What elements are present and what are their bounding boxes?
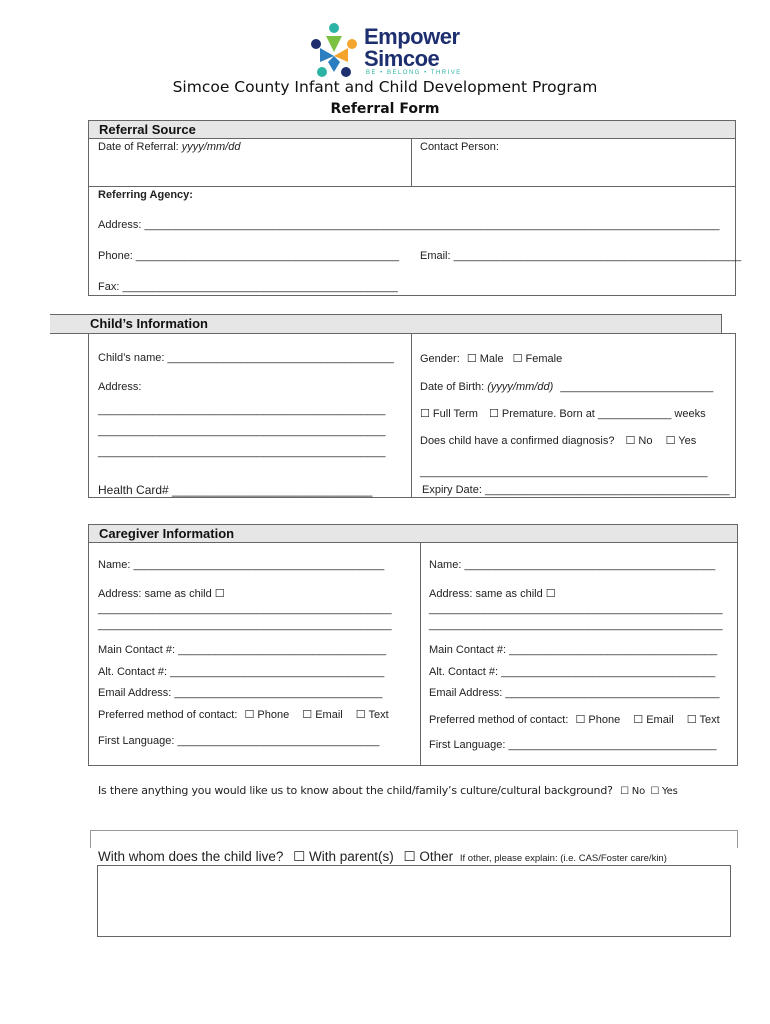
divider <box>420 542 421 766</box>
male-checkbox[interactable]: ☐ Male <box>466 353 504 365</box>
with-parents-checkbox[interactable]: ☐ With parent(s) <box>293 849 394 864</box>
text-checkbox[interactable]: ☐ Text <box>355 709 389 721</box>
page-subtitle: Referral Form <box>330 101 440 117</box>
gender-label: Gender: <box>420 353 460 365</box>
logo-mark-icon <box>308 22 360 80</box>
referral-source-box <box>88 138 736 296</box>
referring-agency-field[interactable]: Referring Agency: <box>98 189 193 201</box>
dob-field[interactable] <box>420 381 713 393</box>
date-of-referral-field[interactable] <box>98 141 240 153</box>
diagnosis-line[interactable]: _______________________________________________ <box>420 466 708 478</box>
phone-checkbox[interactable]: ☐ Phone <box>575 714 621 726</box>
living-question-label: With whom does the child live? <box>98 849 284 864</box>
divider <box>90 830 91 848</box>
gender-field[interactable] <box>420 352 562 365</box>
premature-checkbox[interactable]: ☐ Premature. Born at ____________ weeks <box>489 408 706 420</box>
date-of-referral-label: Date of Referral: <box>98 141 179 153</box>
caregiver2-main-contact-field[interactable]: Main Contact #: __________________________________ <box>429 644 718 656</box>
referral-email-field[interactable]: Email: _______________________________________________ <box>420 250 742 262</box>
logo-line2: Simcoe <box>364 46 440 71</box>
page-title: Simcoe County Infant and Child Development Program <box>172 78 598 96</box>
expiry-date-field[interactable]: Expiry Date: ________________________________________ <box>422 484 730 496</box>
diagnosis-yes-checkbox[interactable]: ☐ Yes <box>665 435 697 447</box>
dob-label: Date of Birth: <box>420 381 485 393</box>
caregiver2-language-field[interactable]: First Language: __________________________________ <box>429 739 717 751</box>
child-info-header <box>50 314 722 334</box>
culture-question-label: Is there anything you would like us to know about the child/family’s culture/cultural background? <box>98 784 613 797</box>
caregiver1-address-line-1[interactable]: ________________________________________________ <box>98 603 392 615</box>
contact-person-field[interactable]: Contact Person: <box>420 141 499 153</box>
date-format: yyyy/mm/dd <box>181 141 241 153</box>
living-explain-textarea[interactable] <box>97 865 731 937</box>
logo-tagline: BE • BELONG • THRIVE <box>366 70 462 76</box>
logo <box>308 22 468 80</box>
diagnosis-label: Does child have a confirmed diagnosis? <box>420 435 615 447</box>
divider <box>88 186 736 187</box>
child-address-line-3[interactable]: _______________________________________________ <box>98 446 386 458</box>
child-address-label: Address: <box>98 381 142 393</box>
caregiver-info-heading: Caregiver Information <box>99 526 235 541</box>
preferred-contact-label: Preferred method of contact: <box>429 714 569 726</box>
child-address-line-2[interactable]: _______________________________________________ <box>98 425 386 437</box>
caregiver2-alt-contact-field[interactable]: Alt. Contact #: ___________________________________ <box>429 666 716 678</box>
caregiver2-address-field[interactable]: Address: same as child ☐ <box>429 588 556 600</box>
caregiver2-preferred-contact[interactable] <box>429 713 720 726</box>
caregiver1-main-contact-field[interactable]: Main Contact #: __________________________________ <box>98 644 387 656</box>
logo-line1: Empower <box>364 24 460 49</box>
caregiver2-address-line-2[interactable]: ________________________________________________ <box>429 619 723 631</box>
referral-source-heading: Referral Source <box>99 122 196 137</box>
divider <box>737 830 738 848</box>
caregiver1-name-field[interactable]: Name: _________________________________________ <box>98 559 385 571</box>
dob-line: _________________________ <box>560 381 714 393</box>
health-card-field[interactable]: Health Card# ______________________________ <box>98 483 373 497</box>
referral-address-field[interactable]: Address: ______________________________________________________________________________________________ <box>98 219 720 231</box>
divider <box>90 830 738 831</box>
referral-phone-field[interactable]: Phone: ___________________________________________ <box>98 250 399 262</box>
culture-question[interactable] <box>98 784 678 797</box>
caregiver1-address-field[interactable]: Address: same as child ☐ <box>98 588 225 600</box>
email-checkbox[interactable]: ☐ Email <box>633 714 674 726</box>
divider <box>411 138 412 186</box>
dob-format: (yyyy/mm/dd) <box>487 381 554 393</box>
term-field[interactable] <box>420 407 706 420</box>
caregiver1-alt-contact-field[interactable]: Alt. Contact #: ___________________________________ <box>98 666 385 678</box>
diagnosis-no-checkbox[interactable]: ☐ No <box>625 435 653 447</box>
other-explain-label: If other, please explain: (i.e. CAS/Foster care/kin) <box>459 853 667 864</box>
living-question[interactable] <box>98 849 667 865</box>
child-info-heading: Child’s Information <box>90 316 208 331</box>
referral-source-header <box>88 120 736 139</box>
other-checkbox[interactable]: ☐ Other <box>403 849 454 864</box>
child-name-field[interactable]: Child’s name: _____________________________________ <box>98 352 394 364</box>
preferred-contact-label: Preferred method of contact: <box>98 709 238 721</box>
phone-checkbox[interactable]: ☐ Phone <box>244 709 290 721</box>
referral-fax-field[interactable]: Fax: _____________________________________________ <box>98 281 398 293</box>
culture-yes-checkbox[interactable]: ☐ Yes <box>650 786 678 797</box>
caregiver-info-header <box>88 524 738 543</box>
female-checkbox[interactable]: ☐ Female <box>512 353 563 365</box>
culture-no-checkbox[interactable]: ☐ No <box>620 786 646 797</box>
divider <box>411 333 412 498</box>
caregiver2-name-field[interactable]: Name: _________________________________________ <box>429 559 716 571</box>
caregiver2-address-line-1[interactable]: ________________________________________________ <box>429 603 723 615</box>
caregiver2-email-field[interactable]: Email Address: ___________________________________ <box>429 687 720 699</box>
caregiver1-address-line-2[interactable]: ________________________________________________ <box>98 619 392 631</box>
caregiver1-email-field[interactable]: Email Address: __________________________________ <box>98 687 383 699</box>
caregiver1-preferred-contact[interactable] <box>98 708 389 721</box>
text-checkbox[interactable]: ☐ Text <box>686 714 720 726</box>
full-term-checkbox[interactable]: ☐ Full Term <box>420 408 478 420</box>
email-checkbox[interactable]: ☐ Email <box>302 709 343 721</box>
caregiver1-language-field[interactable]: First Language: _________________________________ <box>98 735 380 747</box>
diagnosis-field[interactable] <box>420 434 696 447</box>
child-address-line-1[interactable]: _______________________________________________ <box>98 404 386 416</box>
